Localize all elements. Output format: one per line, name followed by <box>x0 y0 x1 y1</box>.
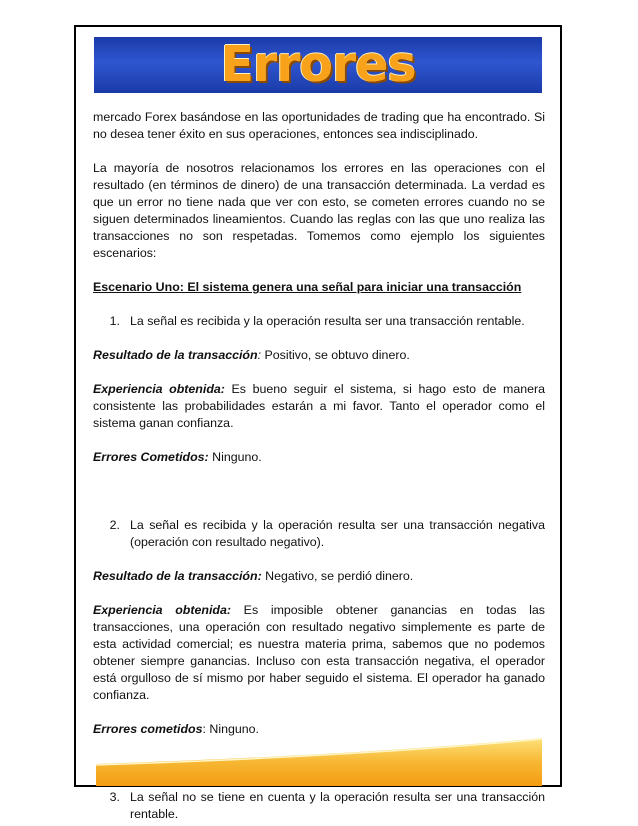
paragraph: mercado Forex basándose en las oportunidades de trading que ha encontrado. Si no desea tener éxito en sus operaciones, entonces sea indisciplinado. <box>93 110 545 141</box>
experience-text: Es bueno seguir el sistema, si hago esto de manera consistente las probabilidades estarán a mi favor. Tanto el operador como el sistema ganan confianza. <box>93 382 546 430</box>
list-number: 1. <box>109 314 120 328</box>
result-text: Negativo, se perdió dinero. <box>261 569 414 583</box>
result-label: Resultado de la transacción <box>93 348 258 362</box>
list-number: 2. <box>109 518 120 532</box>
document-body <box>93 109 545 823</box>
result-label: Resultado de la transacción: <box>93 569 262 583</box>
errors-label: Errores Cometidos: <box>93 450 209 464</box>
experience-label: Experiencia obtenida: <box>93 382 225 396</box>
banner <box>94 37 542 93</box>
list-number: 3. <box>109 790 120 804</box>
experience-line <box>93 381 545 432</box>
experience-text: Es imposible obtener ganancias en todas las transacciones, una operación con resultado negativo simplemente es parte de esta actividad comercial; es nuestra materia prima, sabemos que no podemos obtener siempre ganancias. Incluso con esta transacción negativa, el operador está orgulloso de sí mismo por haber seguido el sistema. El operador ha ganado confianza. <box>93 603 545 702</box>
experience-label: Experiencia obtenida: <box>93 603 231 617</box>
list-item <box>93 517 545 551</box>
list-text: La señal no se tiene en cuenta y la operación resulta ser una transacción rentable. <box>130 790 545 821</box>
list-text: La señal es recibida y la operación resulta ser una transacción rentable. <box>130 314 525 328</box>
errors-colon: : <box>202 722 206 736</box>
list-item <box>93 313 545 330</box>
scenario-heading: Escenario Uno: El sistema genera una señal para iniciar una transacción <box>93 280 522 294</box>
errors-label: Errores cometidos <box>93 722 203 736</box>
experience-line <box>93 602 545 704</box>
result-line <box>93 347 545 364</box>
result-text: Positivo, se obtuvo dinero. <box>261 348 410 362</box>
errors-text: Ninguno. <box>205 722 259 736</box>
footer-swoosh <box>96 738 544 786</box>
list-text: La señal es recibida y la operación resulta ser una transacción negativa (operación con resultado negativo). <box>130 518 545 549</box>
errors-text: Ninguno. <box>208 450 262 464</box>
errors-line <box>93 449 545 466</box>
result-colon: : <box>257 348 262 362</box>
paragraph: La mayoría de nosotros relacionamos los errores en las operaciones con el resultado (en términos de dinero) de una transacción determinada. La verdad es que un error no tiene nada que ver con esto, se cometen errores cuando no se siguen determinados lineamientos. Cuando las reglas con las que uno realiza las transacciones no son respetadas. Tomemos como ejemplo los siguientes escenarios: <box>93 161 545 260</box>
list-item <box>93 789 545 823</box>
banner-title: Errores <box>220 37 416 93</box>
result-line <box>93 568 545 585</box>
errors-line <box>93 721 545 738</box>
